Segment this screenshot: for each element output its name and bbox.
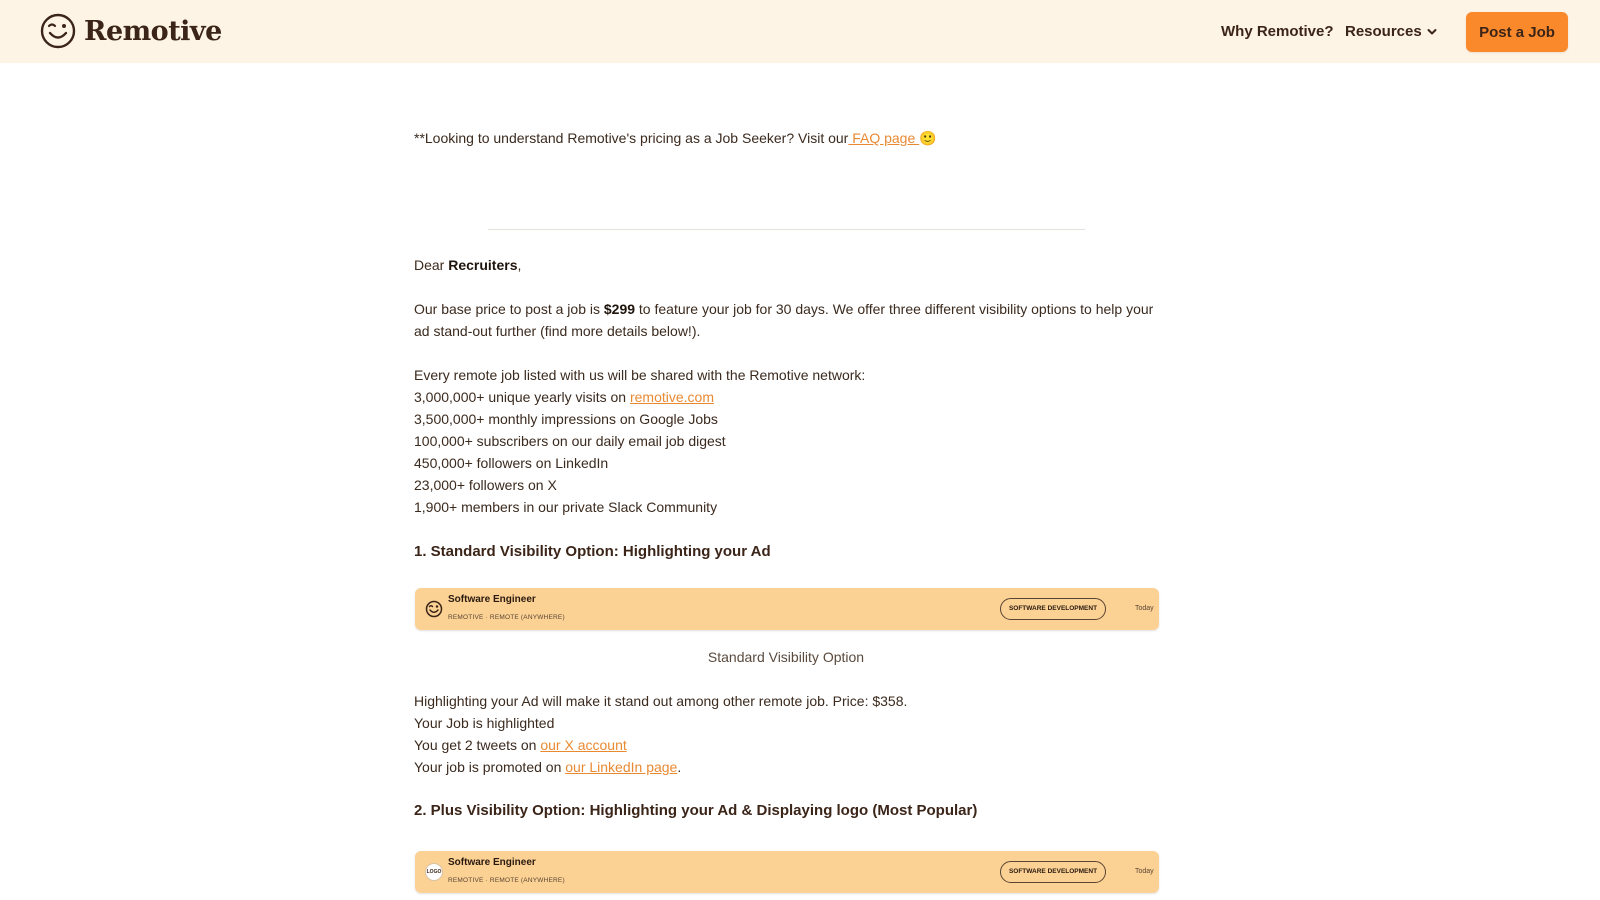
network-item-visits: [414, 386, 714, 408]
plus-option-heading: 2. Plus Visibility Option: Highlighting your Ad & Displaying logo (Most Popular): [414, 802, 978, 819]
faq-note-text: **Looking to understand Remotive's pricing as a Job Seeker? Visit our: [414, 130, 849, 146]
card-company-location: REMOTIVE · REMOTE (ANYWHERE): [448, 614, 565, 621]
nav-resources-dropdown[interactable]: [1345, 0, 1437, 63]
standard-feature-highlight: Your Job is highlighted: [414, 715, 555, 731]
nav-why-remotive[interactable]: [1221, 0, 1334, 63]
greeting-comma: ,: [517, 257, 522, 273]
card-category-tag: SOFTWARE DEVELOPMENT: [1000, 598, 1106, 620]
pricing-after: to feature your job for 30 days. We offer three different visibility options to help your ad stand-out further (find more details below!).: [414, 301, 1154, 339]
plus-job-card: [415, 851, 1159, 893]
network-intro: Every remote job listed with us will be shared with the Remotive network:: [414, 367, 866, 383]
standard-job-card: [415, 588, 1159, 630]
post-a-job-button[interactable]: Post a Job: [1466, 12, 1568, 52]
standard-option-heading: 1. Standard Visibility Option: Highlighting your Ad: [414, 543, 771, 560]
standard-feature-linkedin: [414, 756, 681, 778]
greeting: [414, 254, 521, 276]
network-item-email: 100,000+ subscribers on our daily email job digest: [414, 433, 726, 449]
company-logo-placeholder: LOGO: [425, 863, 443, 881]
standard-description: Highlighting your Ad will make it stand out among other remote job. Price: $358.: [414, 693, 908, 709]
visits-text: 3,000,000+ unique yearly visits on: [414, 389, 630, 405]
faq-note: [414, 127, 937, 149]
linkedin-period: .: [677, 759, 682, 775]
linkedin-text: Your job is promoted on: [414, 759, 566, 775]
nav-resources-label: Resources: [1345, 23, 1422, 40]
tweets-text: You get 2 tweets on: [414, 737, 541, 753]
section-divider: [488, 229, 1085, 230]
chevron-down-icon: [1427, 27, 1437, 37]
linkedin-page-link[interactable]: our LinkedIn page: [565, 759, 678, 775]
pricing-paragraph: [414, 298, 1158, 342]
card-date: Today: [1135, 605, 1154, 612]
brand-name: Remotive: [84, 15, 222, 47]
nav-why-label: Why Remotive?: [1221, 23, 1334, 40]
standard-feature-tweets: [414, 734, 627, 756]
x-account-link[interactable]: our X account: [540, 737, 627, 753]
base-price: $299: [603, 301, 636, 317]
card-company-location: REMOTIVE · REMOTE (ANYWHERE): [448, 877, 565, 884]
smile-emoji-icon: 🙂: [919, 130, 937, 146]
network-item-x: 23,000+ followers on X: [414, 477, 557, 493]
card-category-tag: SOFTWARE DEVELOPMENT: [1000, 861, 1106, 883]
card-job-title: Software Engineer: [448, 594, 536, 605]
remotive-com-link[interactable]: remotive.com: [629, 389, 715, 405]
card-date: Today: [1135, 868, 1154, 875]
network-item-linkedin: 450,000+ followers on LinkedIn: [414, 455, 609, 471]
brand-logo[interactable]: [40, 13, 222, 49]
site-header: [0, 0, 1600, 63]
network-item-google: 3,500,000+ monthly impressions on Google Jobs: [414, 411, 718, 427]
greeting-dear: Dear: [414, 257, 449, 273]
faq-page-link[interactable]: FAQ page: [848, 130, 920, 146]
card-job-title: Software Engineer: [448, 857, 536, 868]
network-item-slack: 1,900+ members in our private Slack Community: [414, 499, 718, 515]
remotive-smiley-icon: [40, 13, 76, 49]
greeting-recipient: Recruiters: [448, 257, 518, 273]
standard-card-caption: Standard Visibility Option: [707, 649, 865, 665]
pricing-before: Our base price to post a job is: [414, 301, 604, 317]
remotive-smiley-icon: [425, 600, 443, 618]
